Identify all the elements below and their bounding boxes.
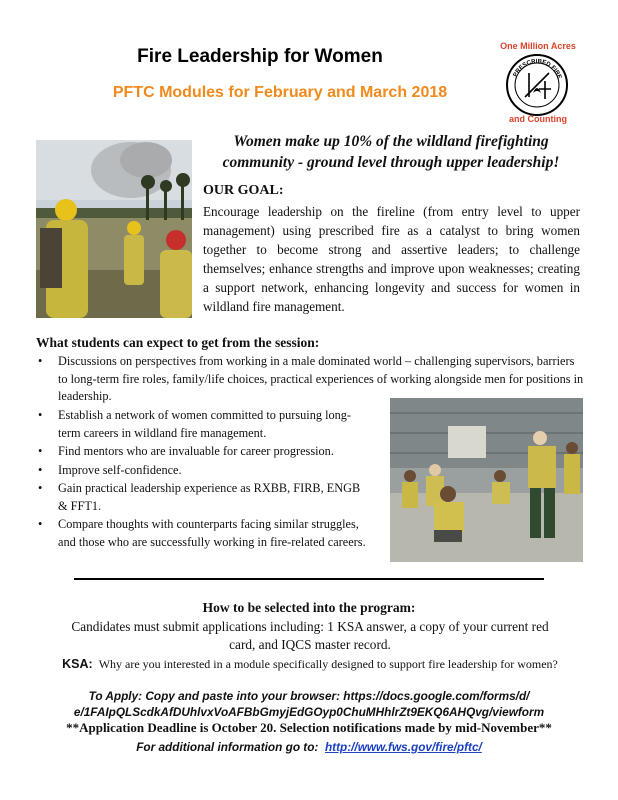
additional-info [0,740,618,754]
list-item: • Improve self-confidence. [36,462,371,480]
info-label: For additional information go to: [136,740,319,754]
page-title: Fire Leadership for Women [137,46,383,67]
list-item: • Find mentors who are invaluable for career progression. [36,443,371,461]
apply-line-1: To Apply: Copy and paste into your browser: https://docs.google.com/forms/d/ [88,689,530,703]
list-item: • Compare thoughts with counterparts facing similar struggles, and those who are successfully working in fire-related careers. [36,516,371,551]
ksa-question: Why are you interested in a module specifically designed to support fire leadership for women? [98,657,558,671]
seal-text: PRESCRIBED FIRE [512,58,563,80]
tagline: Women make up 10% of the wildland firefighting community - ground level through upper leadership! [222,133,560,171]
ksa-label: KSA: [62,657,93,671]
logo-top-text: One Million Acres [500,41,576,51]
list-item: • Discussions on perspectives from working in a male dominated world – challenging supervisors, barriers to long-term fire roles, family/life choices, practical experiences of working alongside men for positions in leadership. [36,353,584,406]
section-divider [74,578,544,580]
expect-list [36,407,371,552]
ksa-line [20,657,600,672]
apply-line-2: e/1FAIpQLScdkAfDUhlvxVoAFBbGmyjEdGOyp0ChuMHhlrZt9EKQ6AHQvg/viewform [73,705,545,719]
deadline-notice: **Application Deadline is October 20. Selection notifications made by mid-November** [66,720,552,735]
logo-bottom-text: and Counting [509,114,567,124]
prescribed-fire-seal-logo [505,53,569,117]
goal-body: Encourage leadership on the fireline (from entry level to upper management) using prescribed fire as a catalyst to bring women together to become strong and assertive leaders; to challenge themselves; enhance strengths and improve upon weaknesses; creating a support network, enhancing longevity and success for women in wildland fire management. [203,204,580,314]
classroom-photo [390,398,583,562]
list-item: • Gain practical leadership experience as RXBB, FIRB, ENGB & FFT1. [36,480,371,515]
apply-instructions [0,688,618,720]
goal-heading: OUR GOAL: [203,183,284,198]
firefighters-photo [36,140,192,318]
selection-body: Candidates must submit applications including: 1 KSA answer, a copy of your current red card, and IQCS master record. [71,619,549,652]
expect-heading: What students can expect to get from the session: [36,335,320,350]
info-link[interactable]: http://www.fws.gov/fire/pftc/ [324,740,482,754]
page-subtitle: PFTC Modules for February and March 2018 [112,84,448,101]
list-item: • Establish a network of women committed to pursuing long-term careers in wildland fire management. [36,407,371,442]
selection-heading: How to be selected into the program: [202,600,416,615]
